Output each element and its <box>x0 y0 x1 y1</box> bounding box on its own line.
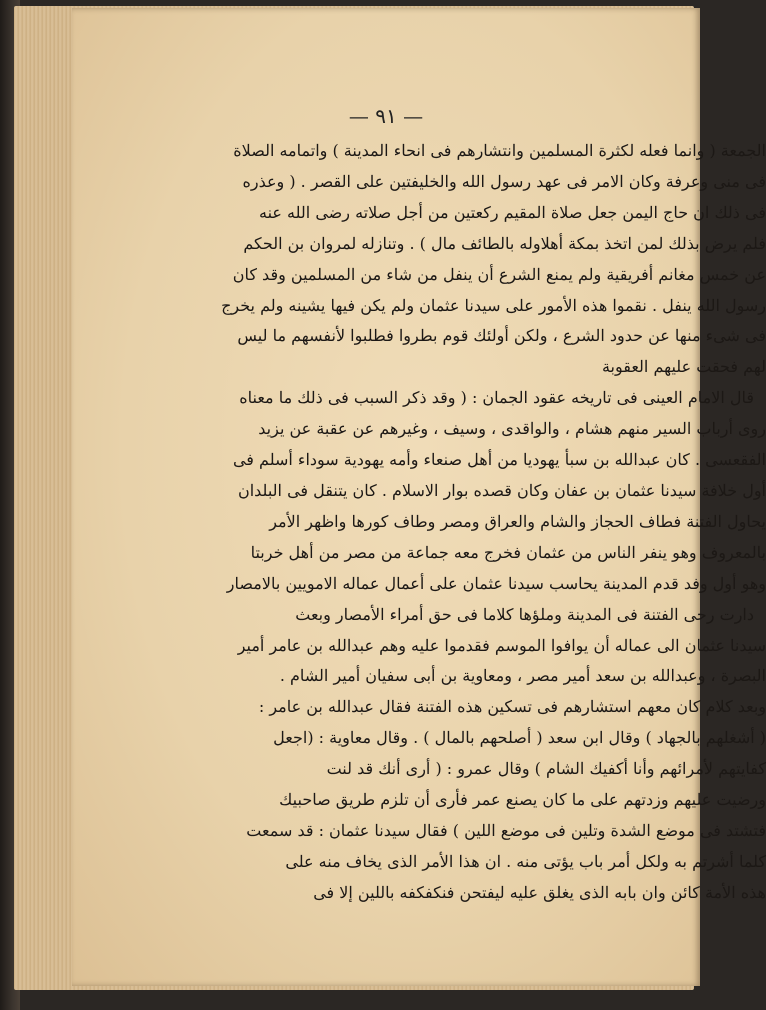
text-line: فلم يرض بذلك لمن اتخذ بمكة أهلاوله بالطائف مال ) . وتنازله لمروان بن الحكم <box>243 233 766 253</box>
text-line: الجمعة ( وانما فعله لكثرة المسلمين وانتشارهم فى انحاء المدينة ) واتمامه الصلاة <box>233 141 766 160</box>
text-line: لهم فحقت عليهم العقوبة <box>601 357 766 377</box>
text-line: فى ذلك ان حاج اليمن جعل صلاة المقيم ركعتين من أجل صلاته رضى الله عنه <box>259 202 766 222</box>
text-line: ورضيت عليهم وزدتهم على ما كان يصنع عمر فأرى أن تلزم طريق صاحبيك <box>279 790 766 810</box>
text-line: أول خلافة سيدنا عثمان بن عفان وكان قصده بوار الاسلام . كان يتنقل فى البلدان <box>237 480 766 500</box>
text-line: بالمعروف وهو ينفر الناس من عثمان فخرج معه جماعة من مصر من أهل خربتا <box>250 542 766 562</box>
text-line: وهو أول وفد قدم المدينة يحاسب سيدنا عثمان على أعمال عماله الامويين بالامصار <box>226 573 766 593</box>
book-page <box>72 8 766 986</box>
text-line: وبعد كلام كان معهم استشارهم فى تسكين هذه الفتنة فقال عبدالله بن عامر : <box>258 697 766 717</box>
text-line: روى أرباب السير منهم هشام ، والواقدى ، وسيف ، وغيرهم عن عقبة عن يزيد <box>258 419 766 439</box>
text-line: فتشتد فى موضع الشدة وتلين فى موضع اللين ) فقال سيدنا عثمان : قد سمعت <box>246 820 766 840</box>
text-line: عن خمس مغانم أفريقية ولم يمنع الشرع أن ينفل من شاء من المسلمين وقد كان <box>232 264 766 284</box>
text-line: فى منى وعرفة وكان الامر فى عهد رسول الله والخليفتين على القصر . ( وعذره <box>242 171 766 191</box>
text-line: قال الامام العينى فى تاريخه عقود الجمان : ( وقد ذكر السبب فى ذلك ما معناه <box>239 388 754 408</box>
page-number: — ٩١ — <box>348 104 424 128</box>
text-line: فى شىء منها عن حدود الشرع ، ولكن أولئك قوم بطروا فطلبوا لأنفسهم ما ليس <box>237 326 766 346</box>
text-line: البصرة ، وعبدالله بن سعد أمير مصر ، ومعاوية بن أبى سفيان أمير الشام . <box>279 666 766 686</box>
text-line: كلما أشرتم به ولكل أمر باب يؤتى منه . ان هذا الأمر الذى يخاف منه على <box>285 851 766 871</box>
text-line: دارت رحى الفتنة فى المدينة وملؤها كلاما فى حق أمراء الأمصار وبعث <box>295 604 754 624</box>
text-line: سيدنا عثمان الى عماله أن يوافوا الموسم فقدموا عليه وهم عبدالله بن عامر أمير <box>237 635 766 655</box>
text-line: هذه الأمة كائن وان بابه الذى يغلق عليه ليفتحن فنكفكفه باللين إلا فى <box>313 882 766 902</box>
text-line: الفقعسى . كان عبدالله بن سبأ يهوديا من أهل صنعاء وأمه يهودية سوداء أسلم فى <box>232 450 766 470</box>
body-text <box>180 136 766 909</box>
text-line: كفايتهم لأمرائهم وأنا أكفيك الشام ) وقال عمرو : ( أرى أنك قد لنت <box>326 759 766 779</box>
text-line: رسول الله ينفل . نقموا هذه الأمور على سيدنا عثمان ولم يكن فيها يشينه ولم يخرج <box>221 295 766 315</box>
text-line: يحاول الفتنة فطاف الحجاز والشام والعراق ومصر وطاف كورها واظهر الأمر <box>269 511 766 531</box>
text-line: ( أشغلهم بالجهاد ) وقال ابن سعد ( أصلحهم بالمال ) . وقال معاوية : (اجعل <box>273 728 766 748</box>
